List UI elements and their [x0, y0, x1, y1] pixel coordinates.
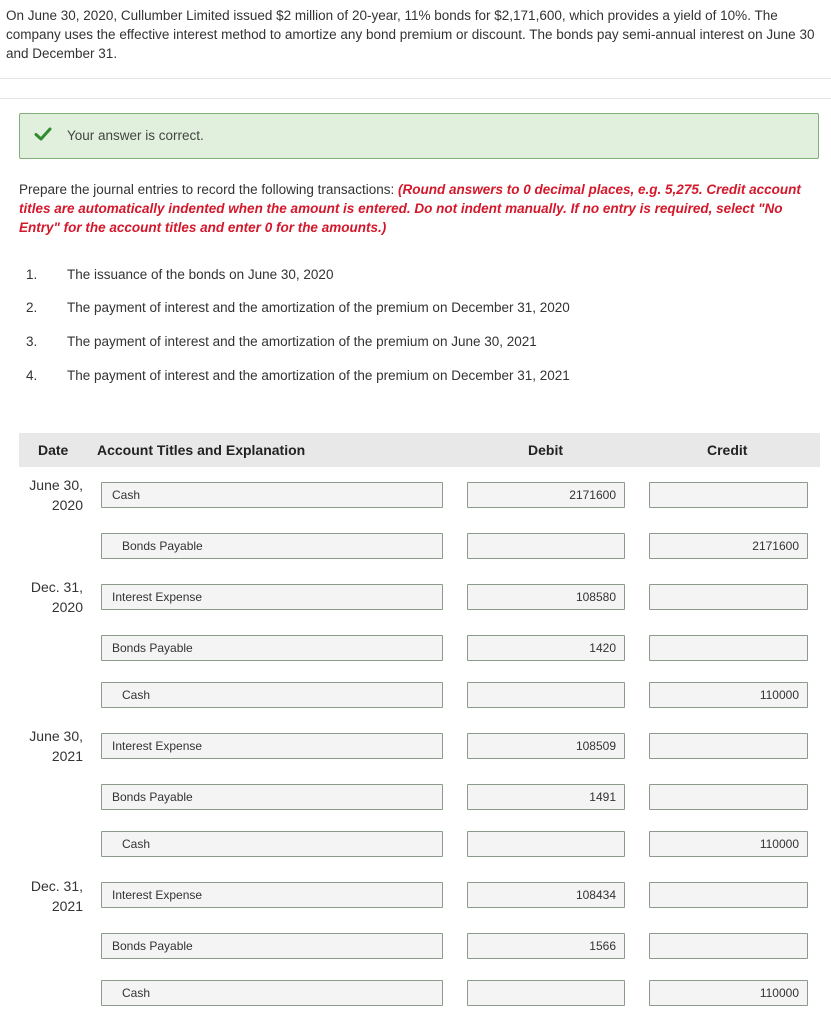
- account-title-field[interactable]: Cash: [101, 831, 443, 857]
- credit-input[interactable]: [649, 482, 808, 508]
- credit-input[interactable]: 110000: [649, 980, 808, 1006]
- credit-input[interactable]: [649, 933, 808, 959]
- account-title-field[interactable]: Cash: [101, 980, 443, 1006]
- instructions-lead: Prepare the journal entries to record the following transactions:: [19, 182, 398, 197]
- divider: [0, 78, 831, 79]
- debit-input[interactable]: 1566: [467, 933, 625, 959]
- account-title-field[interactable]: Bonds Payable: [101, 635, 443, 661]
- problem-statement: On June 30, 2020, Cullumber Limited issued $2 million of 20-year, 11% bonds for $2,171,600, which provides a yield of 10%. The company uses the effective interest method to amortize any bond premium or discount. The bonds pay semi-annual interest on June 30 and December 31.: [6, 8, 815, 61]
- check-icon: [34, 125, 52, 143]
- instructions-note: (Round answers to 0 decimal places, e.g. 5,275. Credit account titles are automatically indented when the amount is entered. Do not indent manually. If no entry is required, select "No Entry" for the account titles and enter 0 for the amounts.): [19, 182, 801, 235]
- entry-date: June 30, 2021: [29, 728, 83, 764]
- debit-input[interactable]: 108580: [467, 584, 625, 610]
- account-title-field[interactable]: Cash: [101, 482, 443, 508]
- header-date: Date: [38, 442, 69, 458]
- debit-input[interactable]: [467, 980, 625, 1006]
- debit-input[interactable]: 1491: [467, 784, 625, 810]
- account-title-field[interactable]: Interest Expense: [101, 584, 443, 610]
- credit-input[interactable]: 110000: [649, 831, 808, 857]
- debit-input[interactable]: 2171600: [467, 482, 625, 508]
- account-title-field[interactable]: Cash: [101, 682, 443, 708]
- credit-input[interactable]: 2171600: [649, 533, 808, 559]
- account-title-field[interactable]: Interest Expense: [101, 882, 443, 908]
- credit-input[interactable]: [649, 784, 808, 810]
- header-debit: Debit: [528, 442, 563, 458]
- credit-input[interactable]: 110000: [649, 682, 808, 708]
- list-item: 2. The payment of interest and the amortization of the premium on December 31, 2020: [26, 300, 570, 315]
- debit-input[interactable]: 108434: [467, 882, 625, 908]
- debit-input[interactable]: 1420: [467, 635, 625, 661]
- list-item: 4. The payment of interest and the amortization of the premium on December 31, 2021: [26, 368, 570, 383]
- header-credit: Credit: [707, 442, 748, 458]
- entry-date: June 30, 2020: [29, 477, 83, 513]
- divider: [0, 98, 831, 99]
- list-item: 1. The issuance of the bonds on June 30, 2020: [26, 267, 334, 282]
- debit-input[interactable]: [467, 533, 625, 559]
- credit-input[interactable]: [649, 584, 808, 610]
- debit-input[interactable]: 108509: [467, 733, 625, 759]
- list-item: 3. The payment of interest and the amortization of the premium on June 30, 2021: [26, 334, 537, 349]
- account-title-field[interactable]: Bonds Payable: [101, 784, 443, 810]
- entry-date: Dec. 31, 2020: [30, 579, 83, 615]
- debit-input[interactable]: [467, 831, 625, 857]
- instructions: [19, 180, 814, 237]
- account-title-field[interactable]: Interest Expense: [101, 733, 443, 759]
- credit-input[interactable]: [649, 882, 808, 908]
- answer-correct-banner: [19, 113, 819, 159]
- account-title-field[interactable]: Bonds Payable: [101, 933, 443, 959]
- banner-message: Your answer is correct.: [67, 128, 204, 143]
- header-account: Account Titles and Explanation: [97, 442, 306, 458]
- debit-input[interactable]: [467, 682, 625, 708]
- entry-date: Dec. 31, 2021: [30, 878, 83, 914]
- credit-input[interactable]: [649, 635, 808, 661]
- credit-input[interactable]: [649, 733, 808, 759]
- account-title-field[interactable]: Bonds Payable: [101, 533, 443, 559]
- table-header: [19, 433, 820, 467]
